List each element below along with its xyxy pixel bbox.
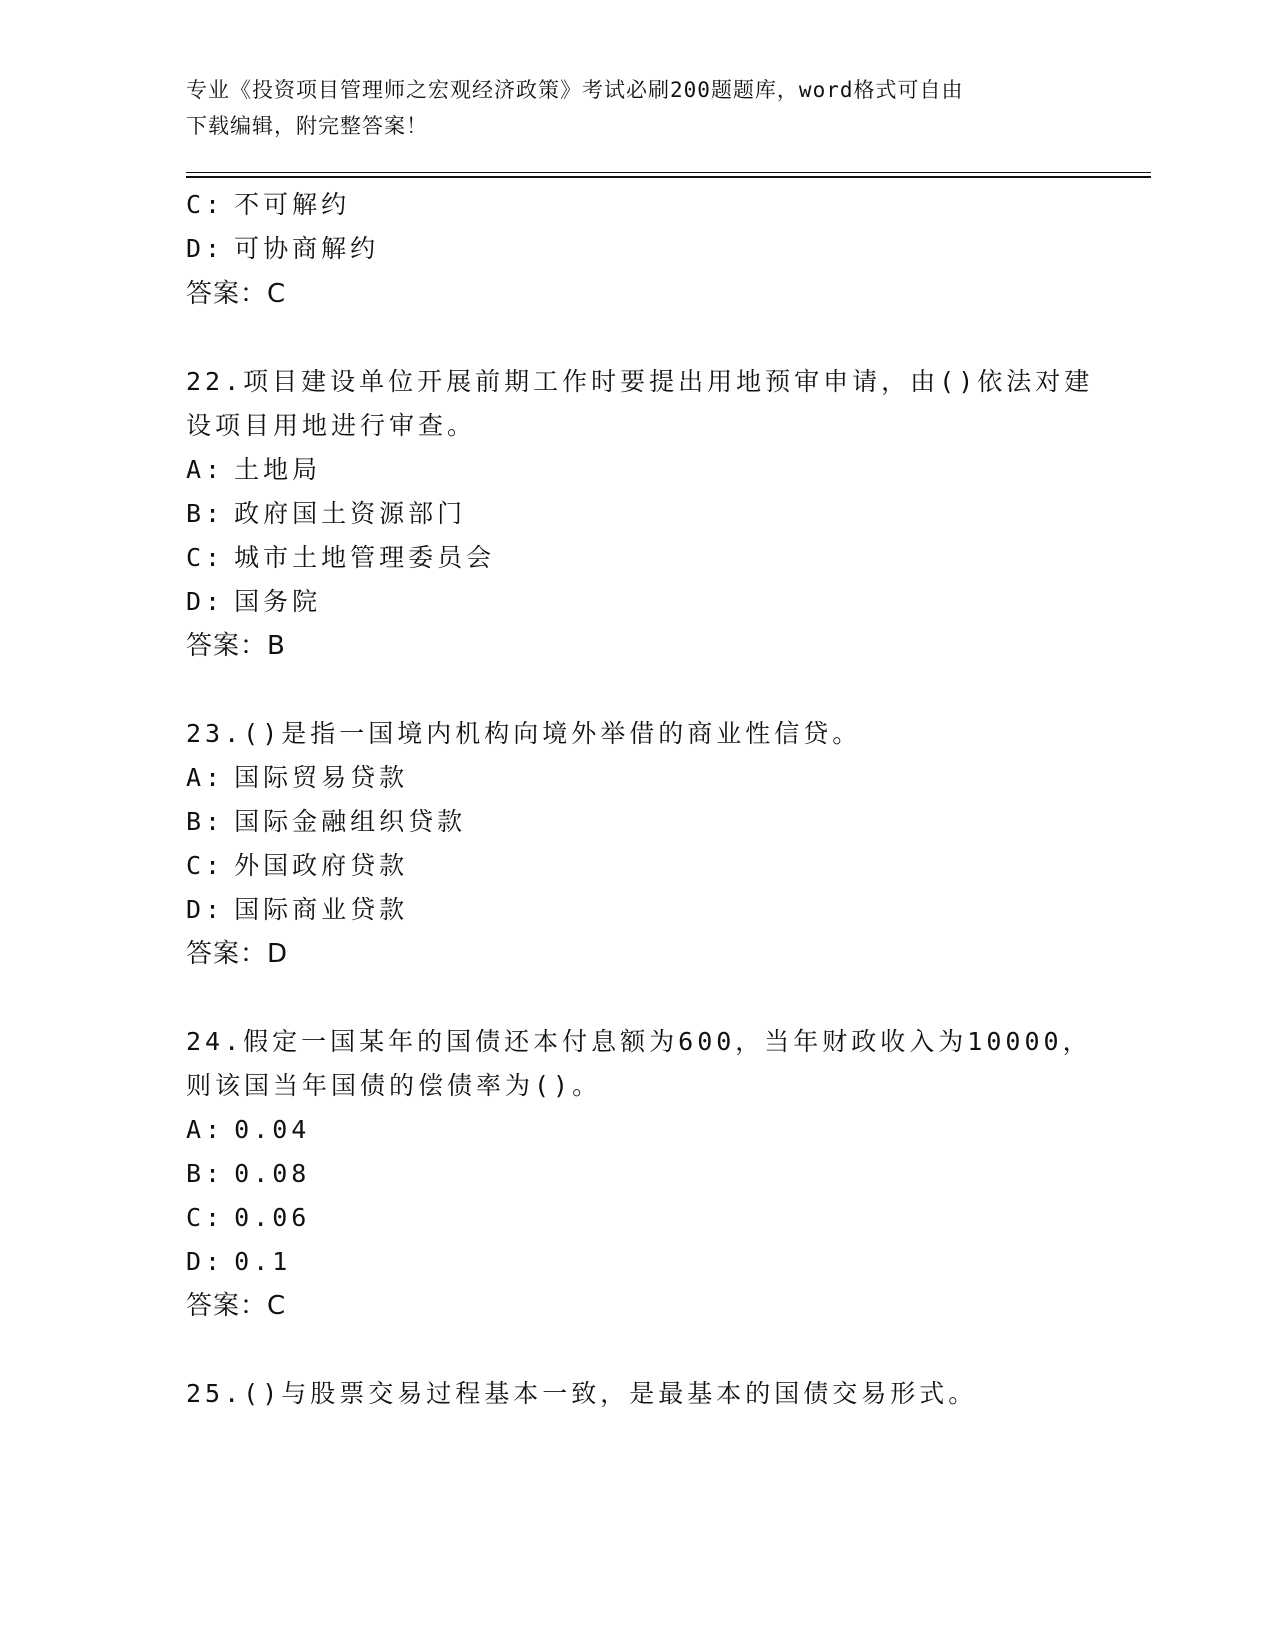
option-b bbox=[186, 1151, 1086, 1197]
option-label: A: bbox=[186, 455, 225, 484]
header-line-2: 下载编辑，附完整答案！ bbox=[186, 114, 428, 138]
option-label: B: bbox=[186, 499, 225, 528]
option-text: 0.04 bbox=[234, 1115, 311, 1144]
option-d bbox=[186, 226, 1086, 272]
option-b bbox=[186, 799, 1086, 845]
option-c bbox=[186, 535, 1086, 581]
header-rule-thick bbox=[186, 176, 1151, 178]
option-text: 0.06 bbox=[234, 1203, 311, 1232]
option-label: D: bbox=[186, 895, 225, 924]
question-22-stem-line-1: 22.项目建设单位开展前期工作时要提出用地预审申请，由()依法对建 bbox=[186, 367, 1094, 396]
option-text: 土地局 bbox=[234, 455, 322, 484]
option-b bbox=[186, 491, 1086, 537]
option-text: 0.1 bbox=[234, 1247, 292, 1276]
header-rule-thin bbox=[186, 172, 1151, 173]
option-a bbox=[186, 755, 1086, 801]
option-label: B: bbox=[186, 1159, 225, 1188]
option-text: 城市土地管理委员会 bbox=[234, 543, 496, 572]
option-c bbox=[186, 182, 1086, 228]
option-c bbox=[186, 843, 1086, 889]
option-text: 国际贸易贷款 bbox=[234, 763, 409, 792]
option-a bbox=[186, 447, 1086, 493]
option-label: D: bbox=[186, 587, 225, 616]
question-24-stem-line-1: 24.假定一国某年的国债还本付息额为600，当年财政收入为10000， bbox=[186, 1027, 1092, 1056]
question-24-stem-line-2: 则该国当年国债的偿债率为()。 bbox=[186, 1071, 602, 1100]
document-header bbox=[186, 72, 1086, 144]
question-22-stem-line-2: 设项目用地进行审查。 bbox=[186, 411, 477, 440]
option-a bbox=[186, 1107, 1086, 1153]
option-text: 国际商业贷款 bbox=[234, 895, 409, 924]
option-text: 可协商解约 bbox=[234, 234, 380, 263]
option-d bbox=[186, 887, 1086, 933]
answer-line: 答案：D bbox=[186, 939, 289, 969]
option-d bbox=[186, 1239, 1086, 1285]
header-line-1: 专业《投资项目管理师之宏观经济政策》考试必刷200题题库，word格式可自由 bbox=[186, 78, 964, 102]
option-text: 国务院 bbox=[234, 587, 322, 616]
answer-line: 答案：B bbox=[186, 631, 286, 661]
option-text: 国际金融组织贷款 bbox=[234, 807, 467, 836]
question-23-stem-line-1: 23.()是指一国境内机构向境外举借的商业性信贷。 bbox=[186, 719, 862, 748]
option-text: 0.08 bbox=[234, 1159, 311, 1188]
option-label: D: bbox=[186, 1247, 225, 1276]
option-text: 不可解约 bbox=[234, 190, 351, 219]
option-label: C: bbox=[186, 1203, 225, 1232]
option-label: A: bbox=[186, 1115, 225, 1144]
option-label: C: bbox=[186, 543, 225, 572]
option-c bbox=[186, 1195, 1086, 1241]
answer-line: 答案：C bbox=[186, 1291, 287, 1321]
option-label: B: bbox=[186, 807, 225, 836]
question-25-stem-line-1: 25.()与股票交易过程基本一致，是最基本的国债交易形式。 bbox=[186, 1379, 978, 1408]
option-label: A: bbox=[186, 763, 225, 792]
option-text: 外国政府贷款 bbox=[234, 851, 409, 880]
option-label: C: bbox=[186, 851, 225, 880]
option-text: 政府国土资源部门 bbox=[234, 499, 467, 528]
option-label: C: bbox=[186, 190, 225, 219]
option-d bbox=[186, 579, 1086, 625]
option-label: D: bbox=[186, 234, 225, 263]
answer-line: 答案：C bbox=[186, 279, 287, 309]
